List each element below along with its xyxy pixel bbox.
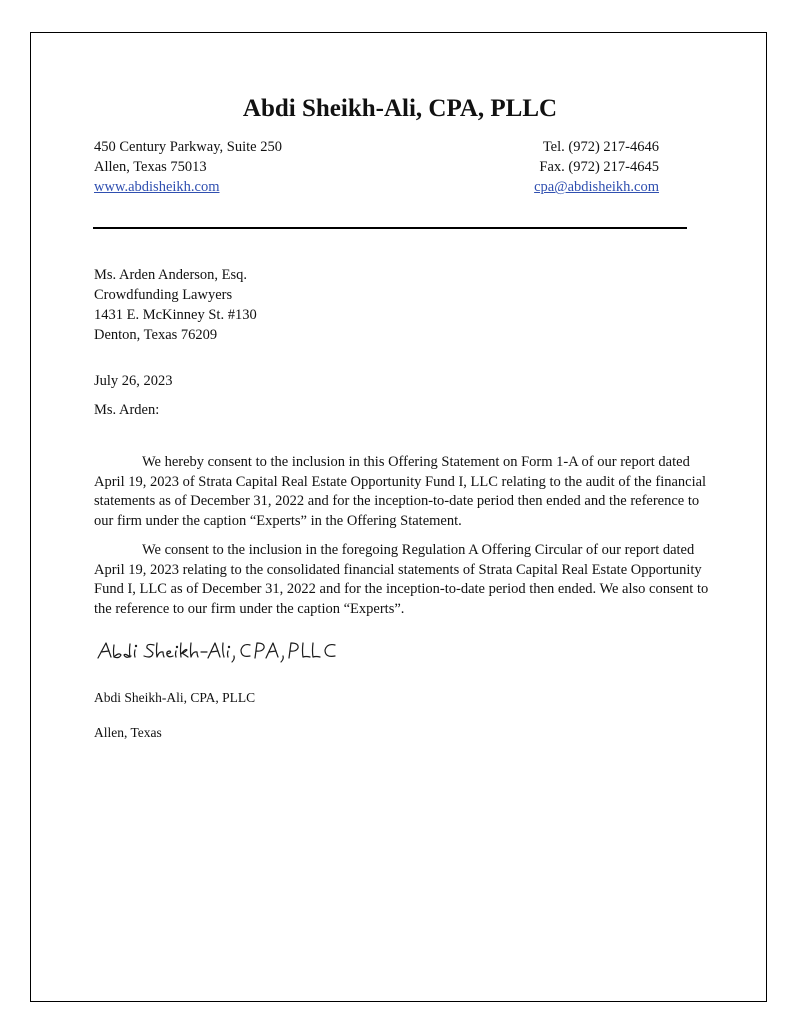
recipient-company: Crowdfunding Lawyers [94,287,233,303]
recipient-name: Ms. Arden Anderson, Esq. [94,267,248,283]
salutation: Ms. Arden: [94,402,160,418]
closing-firm-name: Abdi Sheikh-Ali, CPA, PLLC [94,690,256,705]
address-line-2: Allen, Texas 75013 [94,159,207,175]
letter-date: July 26, 2023 [94,373,173,389]
body-paragraph-2: We consent to the inclusion in the foregoing Regulation A Offering Circular of our report dated April 19, 2023 relating to the consolidated financial statements of Strata Capital Real Estate Opportunity Fund I, LLC as of December 31, 2022 and for the inception-to-date period then ended. We also consent to the reference to our firm under the caption “Experts”. [94,542,709,617]
closing-location: Allen, Texas [94,725,162,740]
body-paragraph-1: We hereby consent to the inclusion in this Offering Statement on Form 1-A of our report dated April 19, 2023 of Strata Capital Real Estate Opportunity Fund I, LLC relating to the audit of the financial statements as of December 31, 2022 and for the inception-to-date period then ended and the reference to our firm under the caption “Experts” in the Offering Statement. [94,454,707,529]
email-link[interactable]: cpa@abdisheikh.com [534,179,659,195]
telephone-number: Tel. (972) 217-4646 [542,139,659,155]
letterhead-firm-name: Abdi Sheikh-Ali, CPA, PLLC [242,95,558,122]
website-link[interactable]: www.abdisheikh.com [94,179,220,195]
fax-number: Fax. (972) 217-4645 [539,159,659,175]
recipient-city: Denton, Texas 76209 [94,327,218,343]
recipient-street: 1431 E. McKinney St. #130 [94,307,257,323]
address-line-1: 450 Century Parkway, Suite 250 [94,139,282,155]
